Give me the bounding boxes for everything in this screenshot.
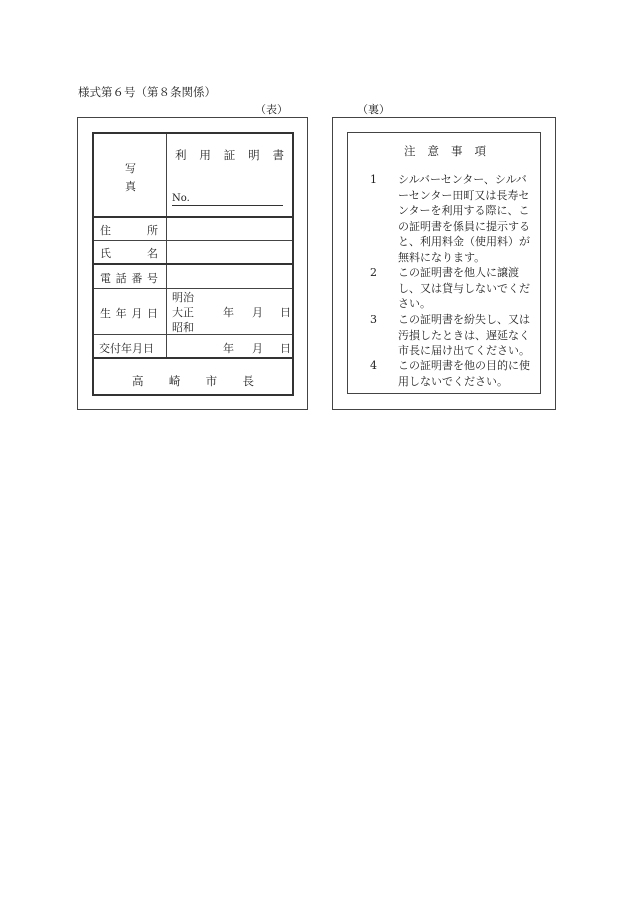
birthdate-label: 生 年 月 日 — [100, 307, 158, 320]
issue-date-units: 年 月 日 — [223, 342, 291, 355]
address-label: 住 所 — [100, 224, 158, 237]
phone-row — [94, 265, 292, 289]
name-row — [94, 241, 292, 265]
phone-label: 電 話 番 号 — [100, 272, 158, 285]
notice-title: 注 意 事 項 — [404, 144, 486, 158]
era-meiji: 明治 — [172, 291, 194, 304]
issue-date-value — [167, 335, 292, 357]
photo-label-1: 写 — [125, 162, 136, 175]
notice-item-4 — [364, 358, 536, 389]
photo-area — [94, 134, 167, 216]
phone-value — [167, 265, 292, 288]
back-side-label: （裏） — [357, 103, 390, 116]
notice-item-number: 3 — [370, 313, 377, 326]
header-row — [94, 134, 292, 218]
certificate-table — [92, 132, 294, 396]
name-label: 氏 名 — [100, 247, 158, 260]
issuer-row — [94, 359, 292, 394]
notice-item-text: この証明書を他人に譲渡し、又は貸与しないでください。 — [398, 266, 530, 310]
notice-box — [347, 132, 541, 394]
certificate-title: 利 用 証 明 書 — [175, 148, 284, 162]
notice-item-2 — [364, 265, 536, 312]
address-value — [167, 218, 292, 240]
notice-item-number: 4 — [370, 359, 377, 372]
notice-item-text: この証明書を他の目的に使用しないでください。 — [398, 359, 530, 388]
notice-item-number: 2 — [370, 266, 377, 279]
era-showa: 昭和 — [172, 321, 194, 334]
front-side-label: （表） — [255, 103, 288, 116]
title-area — [167, 134, 292, 216]
notice-item-text: この証明書を紛失し、又は汚損したときは、遅延なく市長に届け出てください。 — [398, 313, 530, 357]
issuer-label: 高 崎 市 長 — [132, 374, 254, 388]
issue-date-label: 交付年月日 — [99, 342, 154, 355]
name-value — [167, 241, 292, 263]
birthdate-row — [94, 289, 292, 335]
front-card — [77, 117, 308, 410]
issue-date-row — [94, 335, 292, 359]
notice-item-3 — [364, 312, 536, 359]
photo-label-2: 真 — [125, 180, 136, 193]
address-row — [94, 218, 292, 241]
notice-item-number: 1 — [370, 173, 377, 186]
birthdate-value — [167, 289, 292, 334]
notice-item-text: シルバーセンター、シルバーセンター田町又は長寿センターを利用する際に、この証明書を係員に提示すると、利用料金（使用料）が無料になります。 — [398, 173, 530, 264]
era-taisho: 大正 — [172, 306, 194, 319]
number-field — [172, 192, 283, 206]
form-title: 様式第６号（第８条関係） — [78, 85, 216, 99]
birthdate-units: 年 月 日 — [223, 306, 291, 319]
number-label: No. — [172, 193, 190, 204]
notice-item-1 — [364, 172, 536, 265]
back-card — [332, 117, 556, 410]
